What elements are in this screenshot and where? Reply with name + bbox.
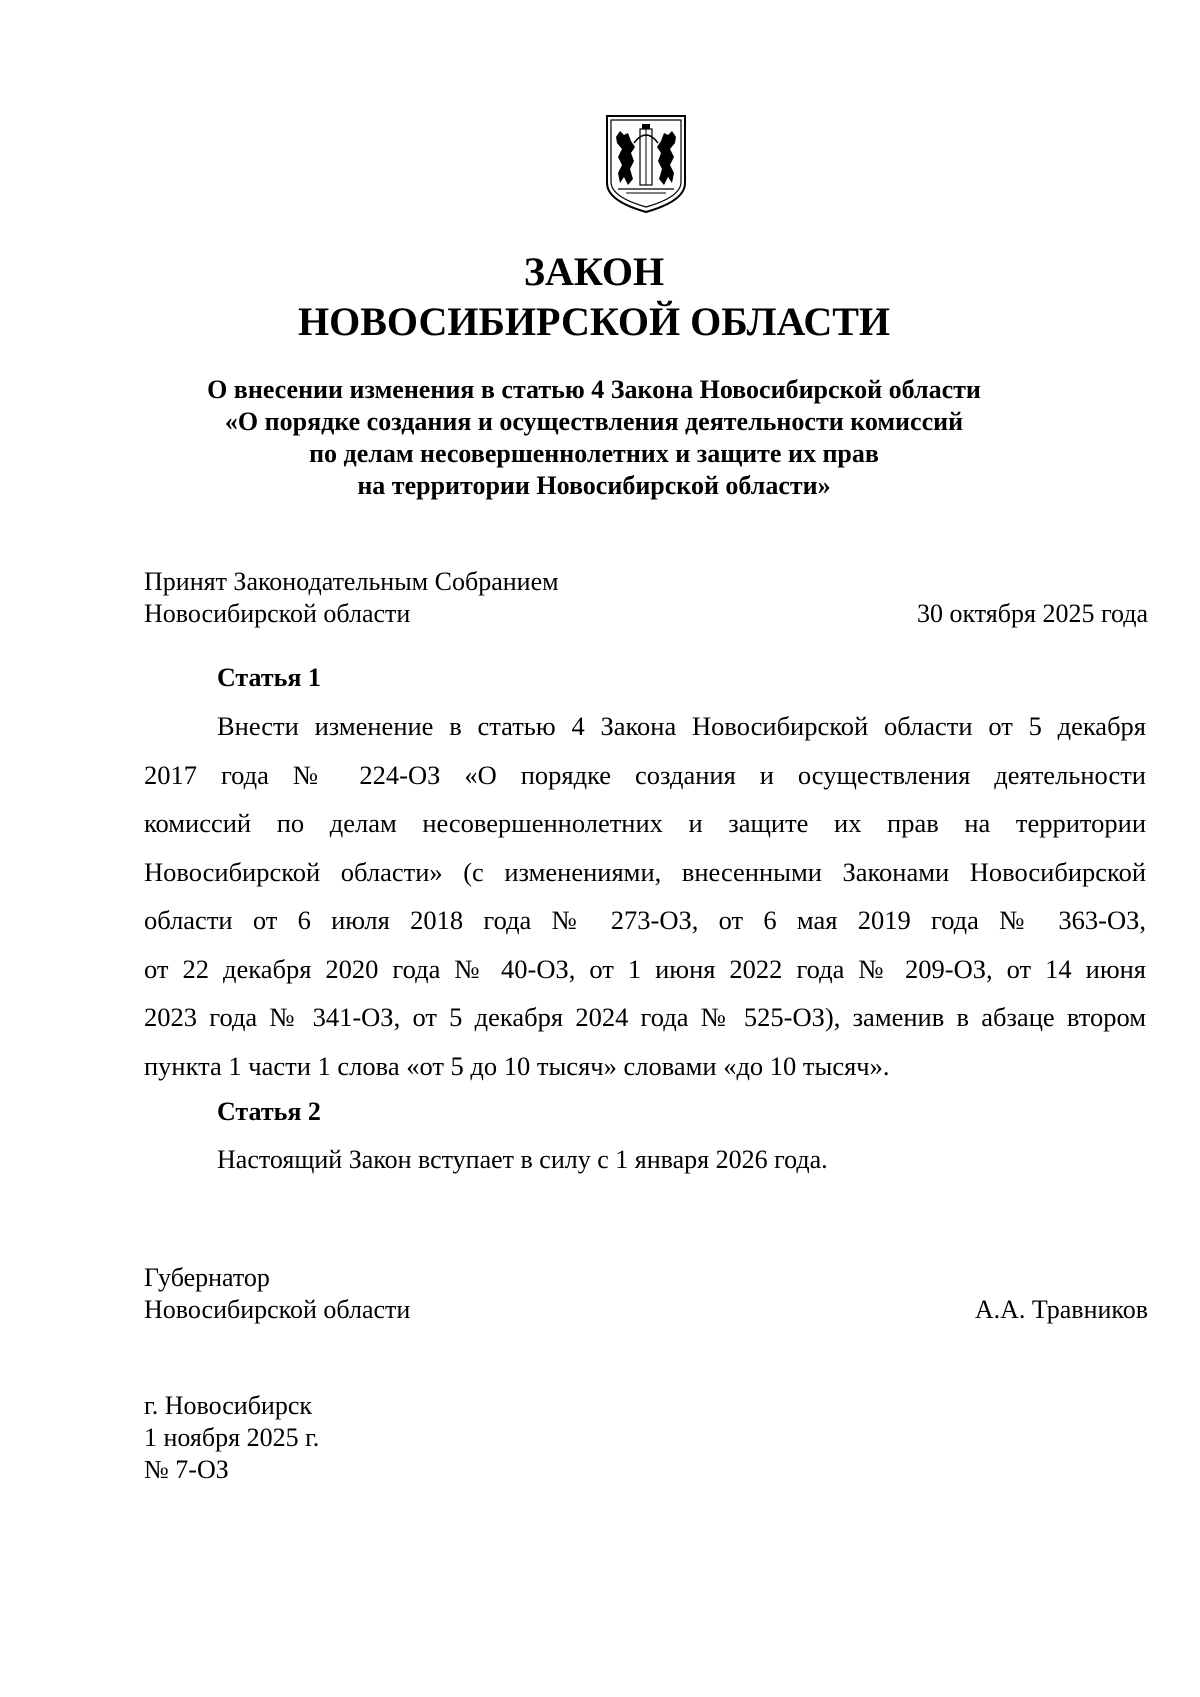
signature-position-line1: Губернатор bbox=[144, 1263, 270, 1292]
subject-line: по делам несовершеннолетних и защите их прав bbox=[309, 439, 879, 468]
signatory-name: А.А. Травников bbox=[974, 1295, 1148, 1324]
article1-line: от 22 декабря 2020 года № 40-ОЗ, от 1 июня 2022 года № 209-ОЗ, от 14 июня bbox=[144, 953, 1146, 984]
adoption-date: 30 октября 2025 года bbox=[917, 599, 1148, 628]
novosibirsk-coat-of-arms-icon bbox=[604, 113, 688, 215]
article1-line: Внести изменение в статью 4 Закона Новосибирской области от 5 декабря bbox=[217, 711, 1146, 741]
article2-text: Настоящий Закон вступает в силу с 1 января 2026 года. bbox=[217, 1145, 828, 1174]
adoption-line2: Новосибирской области bbox=[144, 599, 411, 628]
law-title-line1: ЗАКОН bbox=[523, 249, 665, 294]
article1-line: 2023 года № 341-ОЗ, от 5 декабря 2024 года № 525-ОЗ), заменив в абзаце втором bbox=[144, 1002, 1146, 1032]
article1-line: области от 6 июля 2018 года № 273-ОЗ, от 6 мая 2019 года № 363-ОЗ, bbox=[144, 905, 1146, 935]
article1-line: пункта 1 части 1 слова «от 5 до 10 тысяч» словами «до 10 тысяч». bbox=[144, 1050, 890, 1081]
footer-number: № 7-ОЗ bbox=[144, 1455, 229, 1484]
subject-line: на территории Новосибирской области» bbox=[357, 471, 831, 500]
adoption-line1: Принят Законодательным Собранием bbox=[144, 567, 559, 596]
article1-line: 2017 года № 224-ОЗ «О порядке создания и осуществления деятельности bbox=[144, 759, 1146, 790]
law-title-line2: НОВОСИБИРСКОЙ ОБЛАСТИ bbox=[297, 299, 891, 344]
article1-heading: Статья 1 bbox=[217, 663, 321, 692]
footer-city: г. Новосибирск bbox=[144, 1391, 313, 1420]
article2-heading: Статья 2 bbox=[217, 1097, 321, 1126]
article1-line: Новосибирской области» (с изменениями, внесенными Законами Новосибирской bbox=[144, 856, 1146, 887]
footer-date: 1 ноября 2025 г. bbox=[144, 1423, 320, 1452]
subject-line: О внесении изменения в статью 4 Закона Новосибирской области bbox=[207, 375, 981, 404]
signature-position-line2: Новосибирской области bbox=[144, 1295, 411, 1324]
article1-line: комиссий по делам несовершеннолетних и защите их прав на территории bbox=[144, 808, 1146, 838]
subject-line: «О порядке создания и осуществления деятельности комиссий bbox=[224, 407, 964, 436]
article1-text bbox=[144, 702, 1146, 1090]
law-subject bbox=[0, 374, 1188, 502]
